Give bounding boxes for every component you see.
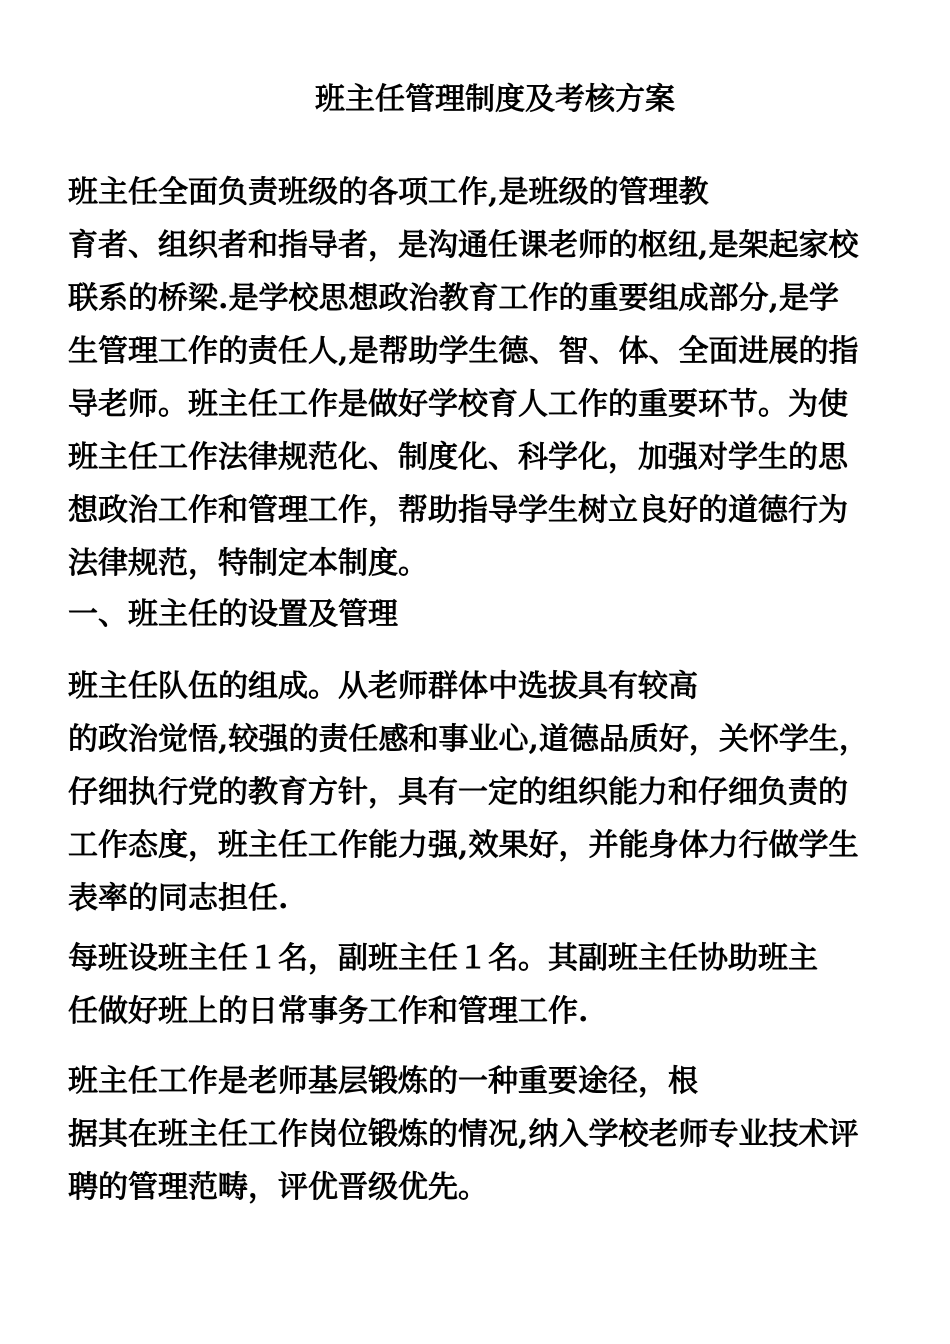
paragraph-evaluation: 班主任工作是老师基层锻炼的一种重要途径，根 据其在班主任工作岗位锻炼的情况,纳入学校老师专业技术评 聘的管理范畴，评优晋级优先。 — [68, 1064, 859, 1205]
section-heading: 一、班主任的设置及管理 — [68, 597, 398, 632]
document-title: 班主任管理制度及考核方案 — [315, 82, 675, 117]
paragraph-team-composition: 班主任队伍的组成。从老师群体中选拔具有较高 的政治觉悟,较强的责任感和事业心,道德品质好，关怀学生， 仔细执行党的教育方针，具有一定的组织能力和仔细负责的 工作态度，班主任工作能力强,效果好，并能身体力行做学生 表率的同志担任. — [68, 669, 869, 916]
paragraph-intro: 班主任全面负责班级的各项工作,是班级的管理教 育者、组织者和指导者，是沟通任课老师的枢纽,是架起家校 联系的桥梁.是学校思想政治教育工作的重要组成部分,是学 生管理工作的责任人,是帮助学生德、智、体、全面进展的指 导老师。班主任工作是做好学校育人工作的重要环节。为使 班主任工作法律规范化、制度化、科学化，加强对学生的思 想政治工作和管理工作，帮助指导学生树立良好的道德行为 法律规范，特制定本制度。 — [68, 175, 859, 581]
paragraph-staffing: 每班设班主任１名，副班主任１名。其副班主任协助班主 任做好班上的日常事务工作和管理工作. — [68, 941, 818, 1029]
